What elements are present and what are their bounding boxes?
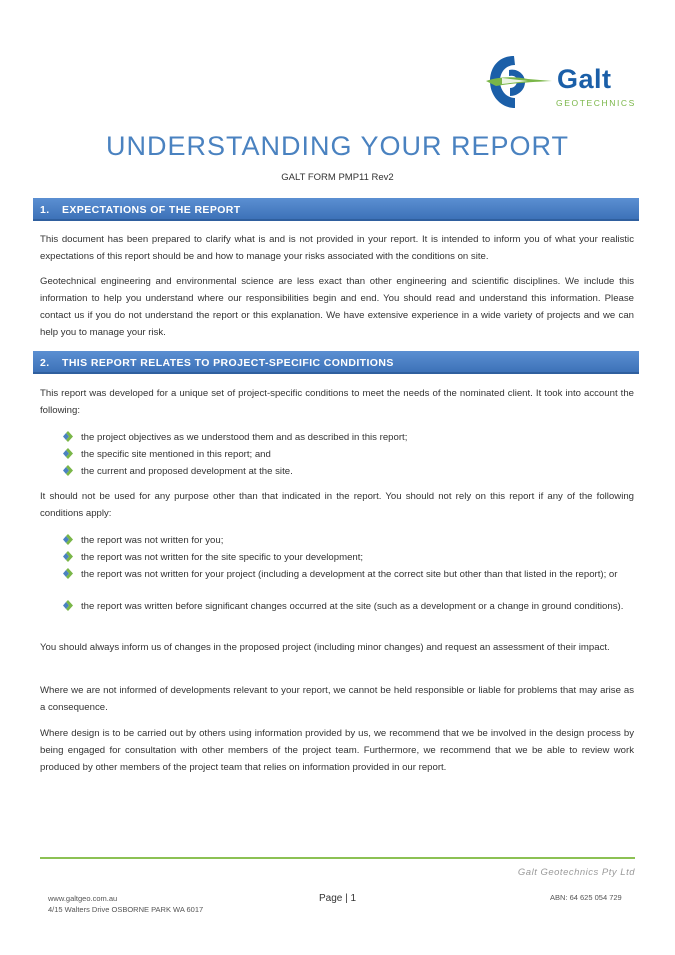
list-item-text: the specific site mentioned in this report; and	[81, 449, 271, 460]
bullet-diamond-icon	[63, 431, 73, 442]
list-item	[63, 598, 635, 615]
bullet-diamond-icon	[63, 448, 73, 459]
list-item-text: the report was not written for your project (including a development at the correct site but other than that listed in the report); or	[81, 569, 618, 580]
page-title: UNDERSTANDING YOUR REPORT	[105, 131, 570, 161]
list-item-text: the current and proposed development at the site.	[81, 466, 293, 477]
bullet-diamond-icon	[63, 465, 73, 476]
footer-company: Galt Geotechnics Pty Ltd	[517, 867, 635, 878]
bullet-diamond-icon	[63, 551, 73, 562]
list-item-text: the report was written before significant changes occurred at the site (such as a development or a change in ground conditions).	[81, 601, 624, 612]
section-2-title: THIS REPORT RELATES TO PROJECT-SPECIFIC CONDITIONS	[62, 357, 394, 369]
list-item-text: the project objectives as we understood them and as described in this report;	[81, 432, 408, 443]
footer-website: www.galtgeo.com.au	[48, 894, 118, 903]
footer-divider	[40, 857, 635, 859]
list-item	[63, 566, 635, 583]
footer-abn: ABN: 64 625 054 729	[550, 893, 622, 902]
logo-subtitle: GEOTECHNICS	[556, 98, 636, 108]
list-item	[63, 429, 635, 446]
bullet-diamond-icon	[63, 600, 73, 611]
s2-paragraph-3: You should always inform us of changes in the proposed project (including minor changes) and request an assessment of their impact.	[40, 642, 610, 653]
s1-paragraph-2: Geotechnical engineering and environmental science are less exact than other engineering and scientific disciplines. We include this information to help you understand where our responsibilities begin and end. You should read and understand this information. Please contact us if you do not understand the report or this explanation. We have extensive experience in a wide variety of projects and we can help you to manage your risk.	[40, 276, 634, 338]
section-1-number: 1.	[40, 204, 50, 216]
list-item	[63, 532, 635, 549]
footer-address: 4/15 Walters Drive OSBORNE PARK WA 6017	[48, 905, 204, 914]
list-item	[63, 446, 635, 463]
s2-paragraph-1: This report was developed for a unique set of project-specific conditions to meet the needs of the nominated client. It took into account the following:	[40, 388, 634, 416]
list-item	[63, 549, 635, 566]
logo-name: Galt	[557, 64, 612, 94]
page-number: Page | 1	[319, 893, 357, 904]
list-item-text: the report was not written for you;	[81, 535, 224, 546]
list-item	[63, 463, 635, 480]
section-1-title: EXPECTATIONS OF THE REPORT	[62, 204, 241, 216]
form-code: GALT FORM PMP11 Rev2	[281, 172, 394, 183]
section-2-number: 2.	[40, 357, 50, 369]
bullet-diamond-icon	[63, 534, 73, 545]
section-2-header	[33, 351, 639, 374]
list-item-text: the report was not written for the site specific to your development;	[81, 552, 364, 563]
bullet-diamond-icon	[63, 568, 73, 579]
s2-paragraph-2: It should not be used for any purpose other than that indicated in the report. You should not rely on this report if any of the following conditions apply:	[40, 491, 634, 519]
s2-paragraph-4: Where we are not informed of developments relevant to your report, we cannot be held responsible or liable for problems that may arise as a consequence.	[40, 685, 634, 713]
s2-paragraph-5: Where design is to be carried out by others using information provided by us, we recommend that we be involved in the design process by being engaged for consultation with other members of the project team. Furthermore, we recommend that we be able to review work produced by other members of the project team that relies on information provided in our report.	[40, 728, 634, 773]
section-1-header	[33, 198, 639, 221]
s1-paragraph-1: This document has been prepared to clarify what is and is not provided in your report. It is intended to inform you of what your realistic expectations of this report should be and how to manage your risks associated with the conditions on site.	[40, 234, 634, 262]
